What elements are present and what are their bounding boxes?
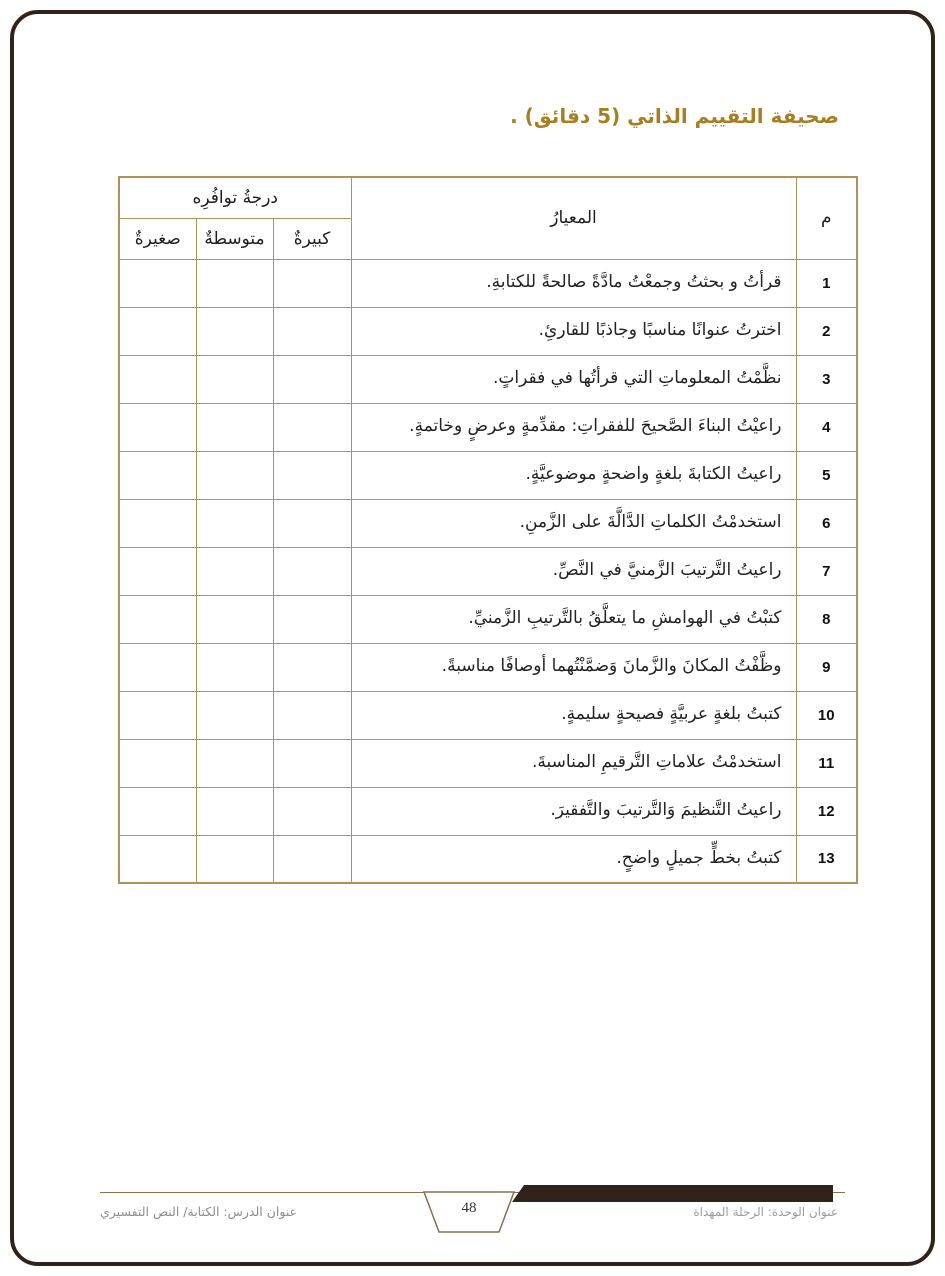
row-number: 4	[796, 403, 857, 451]
rating-cell-medium	[196, 259, 273, 307]
criteria-rows	[119, 259, 857, 883]
criterion-text: استخدمْتُ الكلماتِ الدَّالَّةَ على الزَّمنِ.	[351, 499, 796, 547]
column-header-criterion: المعيارُ	[351, 177, 796, 259]
column-header-availability: درجةُ توافُرِه	[119, 177, 351, 218]
rating-cell-small	[119, 835, 196, 883]
rating-cell-small	[119, 643, 196, 691]
rating-cell-small	[119, 259, 196, 307]
rating-cell-large	[273, 787, 351, 835]
table-row	[119, 499, 857, 547]
page-number: 48	[461, 1200, 477, 1216]
rating-cell-small	[119, 403, 196, 451]
rating-cell-small	[119, 355, 196, 403]
footer-lesson-title: عنوان الدرس: الكتابة/ النص التفسيري	[100, 1204, 298, 1219]
row-number: 2	[796, 307, 857, 355]
page-title: صحيفة التقييم الذاتي (5 دقائق) .	[510, 104, 839, 128]
row-number: 5	[796, 451, 857, 499]
rating-cell-small	[119, 787, 196, 835]
row-number: 3	[796, 355, 857, 403]
table-row	[119, 739, 857, 787]
rating-cell-medium	[196, 595, 273, 643]
row-number: 6	[796, 499, 857, 547]
rating-cell-large	[273, 499, 351, 547]
rating-cell-large	[273, 595, 351, 643]
criterion-text: راعيتُ التَّرتيبَ الزَّمنيَّ في النَّصِّ.	[351, 547, 796, 595]
column-header-level-small: صغيرةٌ	[119, 218, 196, 259]
rating-cell-small	[119, 451, 196, 499]
column-header-level-large: كبيرةٌ	[273, 218, 351, 259]
table-row	[119, 259, 857, 307]
rating-cell-large	[273, 307, 351, 355]
row-number: 7	[796, 547, 857, 595]
row-number: 11	[796, 739, 857, 787]
table-row	[119, 691, 857, 739]
table-row	[119, 595, 857, 643]
rating-cell-medium	[196, 787, 273, 835]
rating-cell-small	[119, 739, 196, 787]
row-number: 1	[796, 259, 857, 307]
rating-cell-medium	[196, 547, 273, 595]
rating-cell-medium	[196, 403, 273, 451]
criterion-text: كتبْتُ في الهوامشِ ما يتعلَّقُ بالتَّرتيبِ الزَّمنيِّ.	[351, 595, 796, 643]
rating-cell-large	[273, 643, 351, 691]
table-row	[119, 547, 857, 595]
rating-cell-small	[119, 595, 196, 643]
rating-cell-large	[273, 835, 351, 883]
rating-cell-medium	[196, 691, 273, 739]
criterion-text: كتبتُ بخطٍّ جميلٍ واضحٍ.	[351, 835, 796, 883]
rating-cell-medium	[196, 643, 273, 691]
table-row	[119, 451, 857, 499]
criterion-text: استخدمْتُ علاماتِ التَّرقيمِ المناسبةَ.	[351, 739, 796, 787]
column-header-level-medium: متوسطةٌ	[196, 218, 273, 259]
rating-cell-large	[273, 691, 351, 739]
rating-cell-small	[119, 547, 196, 595]
table-row	[119, 403, 857, 451]
row-number: 8	[796, 595, 857, 643]
row-number: 10	[796, 691, 857, 739]
footer-ribbon	[512, 1185, 833, 1202]
rating-cell-large	[273, 355, 351, 403]
row-number: 13	[796, 835, 857, 883]
rating-cell-large	[273, 451, 351, 499]
rating-cell-small	[119, 307, 196, 355]
footer-unit-title: عنوان الوحدة: الرحلة المهداة	[693, 1205, 838, 1219]
rating-cell-large	[273, 259, 351, 307]
rating-cell-small	[119, 499, 196, 547]
rating-cell-medium	[196, 835, 273, 883]
table-row	[119, 355, 857, 403]
criterion-text: راعيْتُ البناءَ الصَّحيحَ للفقراتِ: مقدِّمةٍ وعرضٍ وخاتمةٍ.	[351, 403, 796, 451]
rating-cell-small	[119, 691, 196, 739]
criterion-text: راعيتُ الكتابةَ بلغةٍ واضحةٍ موضوعيَّةٍ.	[351, 451, 796, 499]
table-row	[119, 787, 857, 835]
rating-cell-medium	[196, 739, 273, 787]
table-row	[119, 835, 857, 883]
rating-cell-medium	[196, 451, 273, 499]
rating-cell-medium	[196, 499, 273, 547]
row-number: 9	[796, 643, 857, 691]
rating-cell-large	[273, 547, 351, 595]
table-header	[119, 177, 857, 259]
rating-cell-large	[273, 739, 351, 787]
table-row	[119, 307, 857, 355]
criterion-text: كتبتُ بلغةٍ عربيَّةٍ فصيحةٍ سليمةٍ.	[351, 691, 796, 739]
criterion-text: اخترتُ عنوانًا مناسبًا وجاذبًا للقارئِ.	[351, 307, 796, 355]
rating-cell-medium	[196, 355, 273, 403]
criterion-text: راعيتُ التَّنظيمَ وَالتَّرتيبَ والتَّفقيرَ.	[351, 787, 796, 835]
table-row	[119, 643, 857, 691]
rating-cell-medium	[196, 307, 273, 355]
criterion-text: وظَّفْتُ المكانَ والزَّمانَ وَضمَّنْتُهما أوصافًا مناسبةً.	[351, 643, 796, 691]
rating-cell-large	[273, 403, 351, 451]
criterion-text: قرأتُ و بحثتُ وجمعْتُ مادَّةً صالحةً للكتابةِ.	[351, 259, 796, 307]
row-number: 12	[796, 787, 857, 835]
criterion-text: نظَّمْتُ المعلوماتِ التي قرأتُها في فقراتٍ.	[351, 355, 796, 403]
column-header-number: م	[796, 177, 857, 259]
self-assessment-table	[118, 176, 858, 884]
